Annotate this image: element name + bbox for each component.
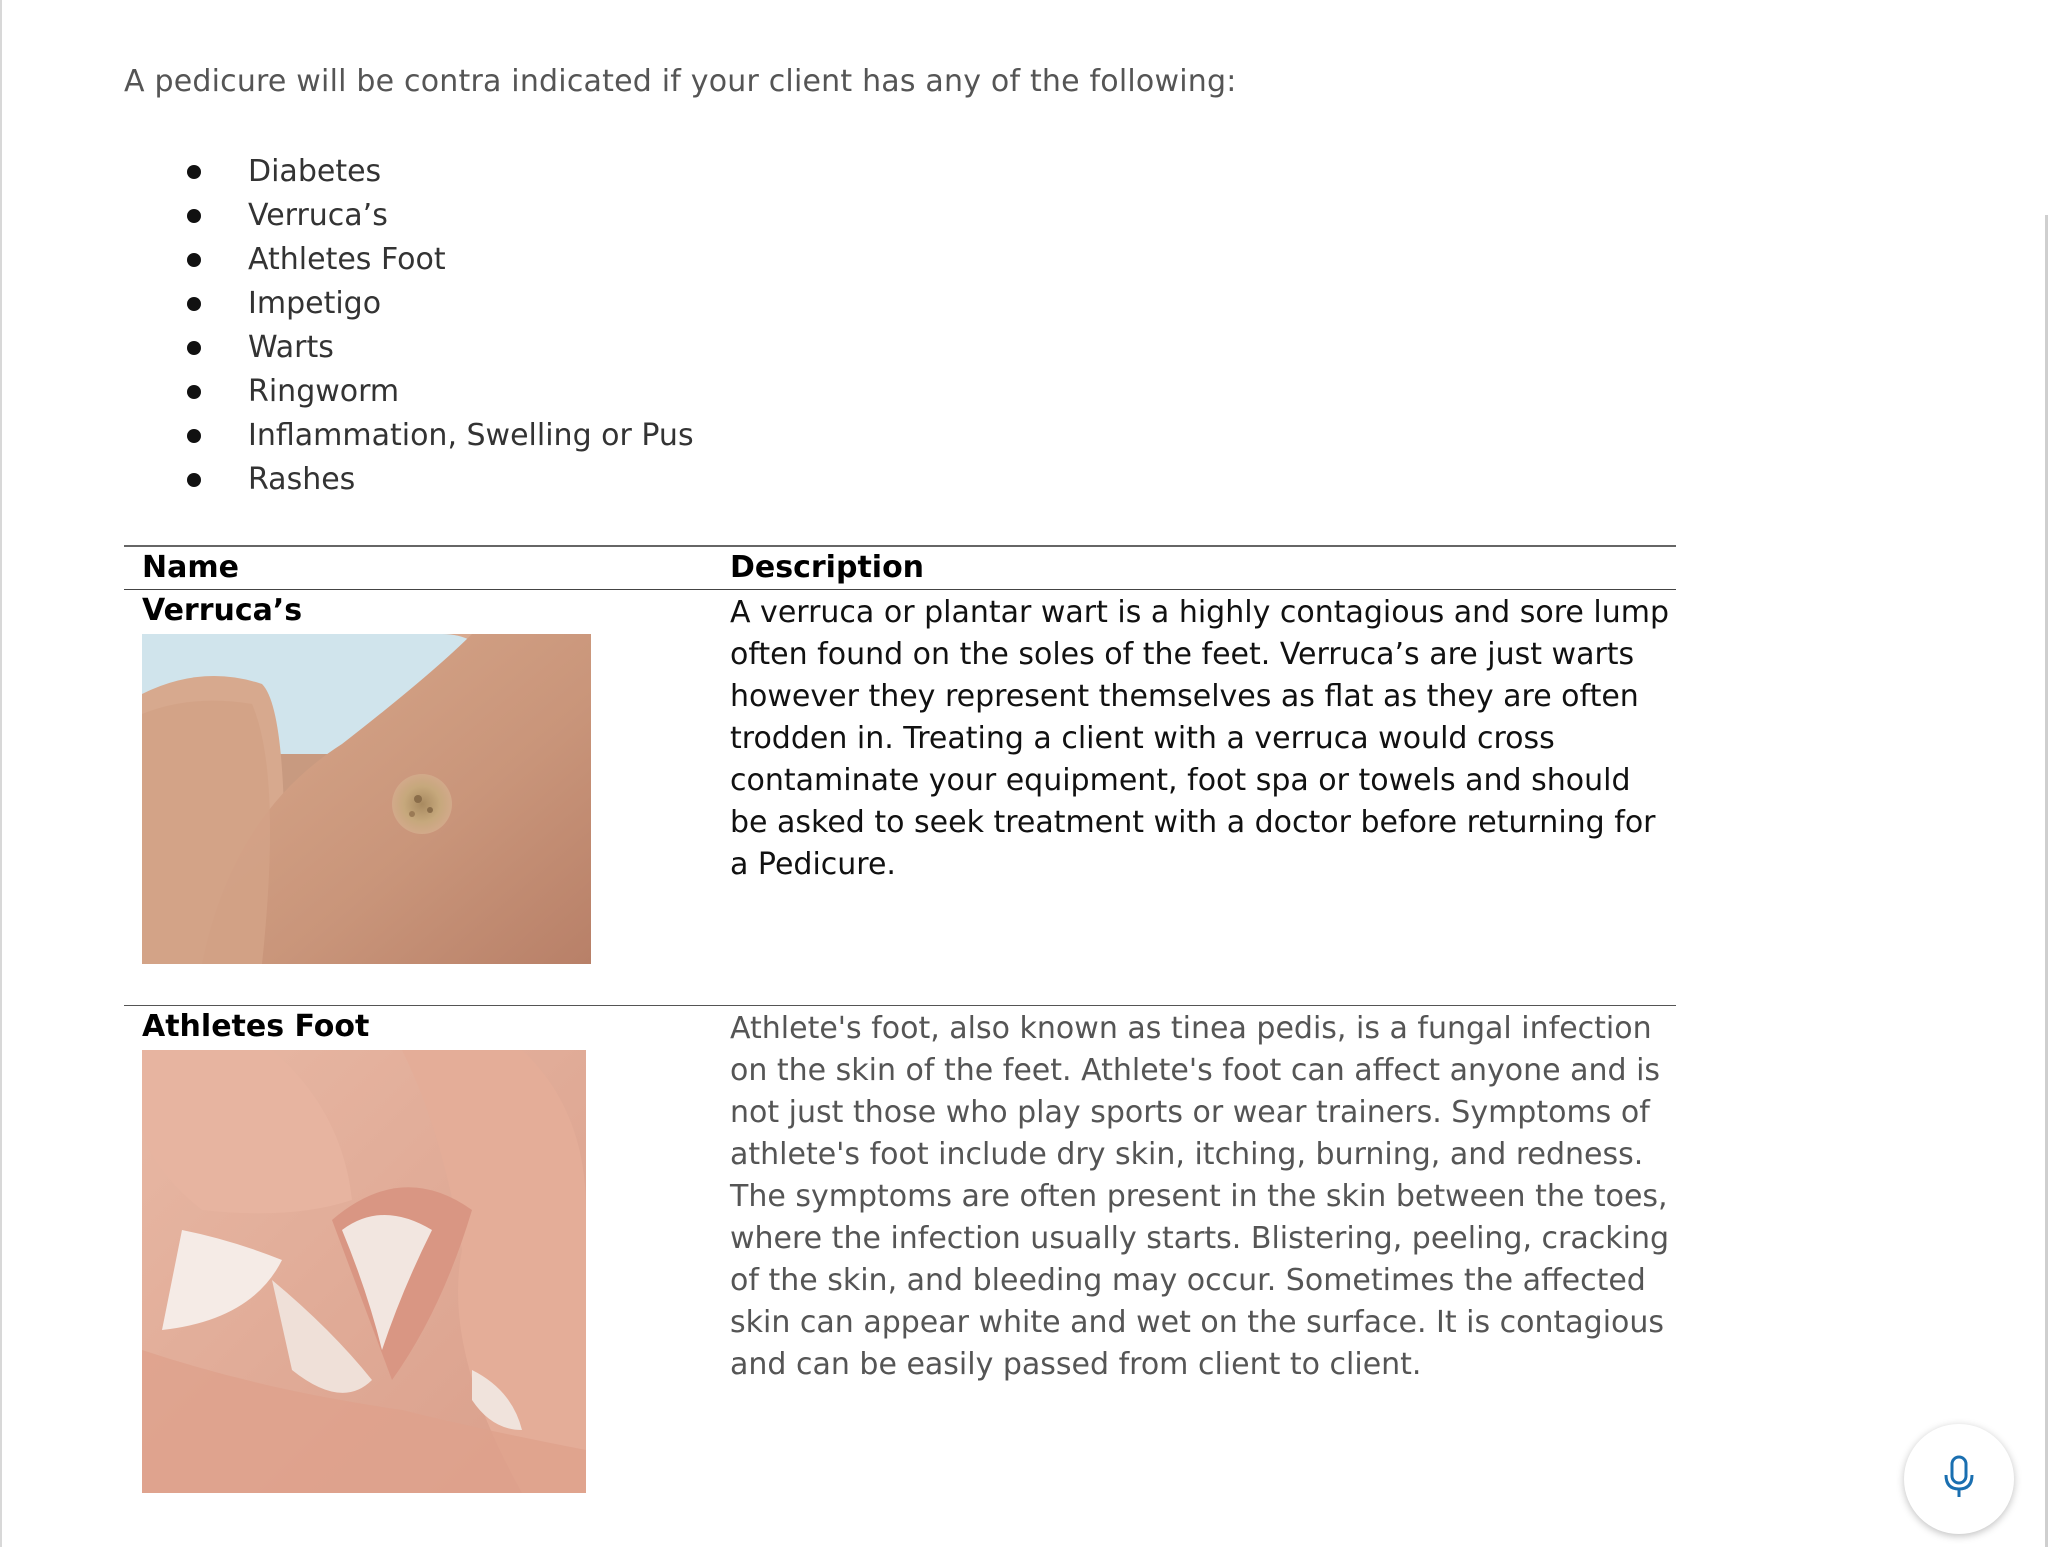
verruca-photo bbox=[142, 634, 591, 964]
row-description-athletes-foot: Athlete's foot, also known as tinea pedis, is a fungal infection on the skin of the feet. Athlete's foot can affect anyone and is not just those who play sports or wear trainers. Symptoms of athlete's foot include dry skin, itching, burning, and redness. The symptoms are often present in the skin between the toes, where the infection usually starts. Blistering, peeling, cracking of the skin, and bleeding may occur. Sometimes the affected skin can appear white and wet on the surface. It is contagious and can be easily passed from client to client. bbox=[730, 1011, 1670, 1382]
table-top-border bbox=[124, 545, 1676, 547]
bullet-icon bbox=[187, 209, 201, 223]
athletes-foot-photo bbox=[142, 1050, 586, 1493]
bullet-icon bbox=[187, 385, 201, 399]
intro-text: A pedicure will be contra indicated if your client has any of the following: bbox=[124, 64, 1237, 99]
page-left-edge bbox=[0, 0, 2, 1547]
table-header-name: Name bbox=[142, 550, 239, 585]
mic-button[interactable] bbox=[1904, 1424, 2014, 1534]
row-name-verruca: Verruca’s bbox=[142, 593, 303, 628]
bullet-icon bbox=[187, 473, 201, 487]
row-description-verruca: A verruca or plantar wart is a highly contagious and sore lump often found on the soles of the feet. Verruca’s are just warts however they represent themselves as flat as they are often trodden in. Treating a client with a verruca would cross contaminate your equipment, foot spa or towels and should be asked to seek treatment with a doctor before returning for a Pedicure. bbox=[730, 595, 1670, 882]
row-name-athletes-foot: Athletes Foot bbox=[142, 1009, 370, 1044]
table-header-description: Description bbox=[730, 550, 925, 585]
bullet-icon bbox=[187, 429, 201, 443]
table-header-divider bbox=[124, 589, 1676, 590]
bullet-icon bbox=[187, 341, 201, 355]
microphone-icon bbox=[1939, 1453, 1979, 1505]
bullet-icon bbox=[187, 165, 201, 179]
bullet-icon bbox=[187, 297, 201, 311]
table-row-divider bbox=[124, 1005, 1676, 1006]
bullet-icon bbox=[187, 253, 201, 267]
